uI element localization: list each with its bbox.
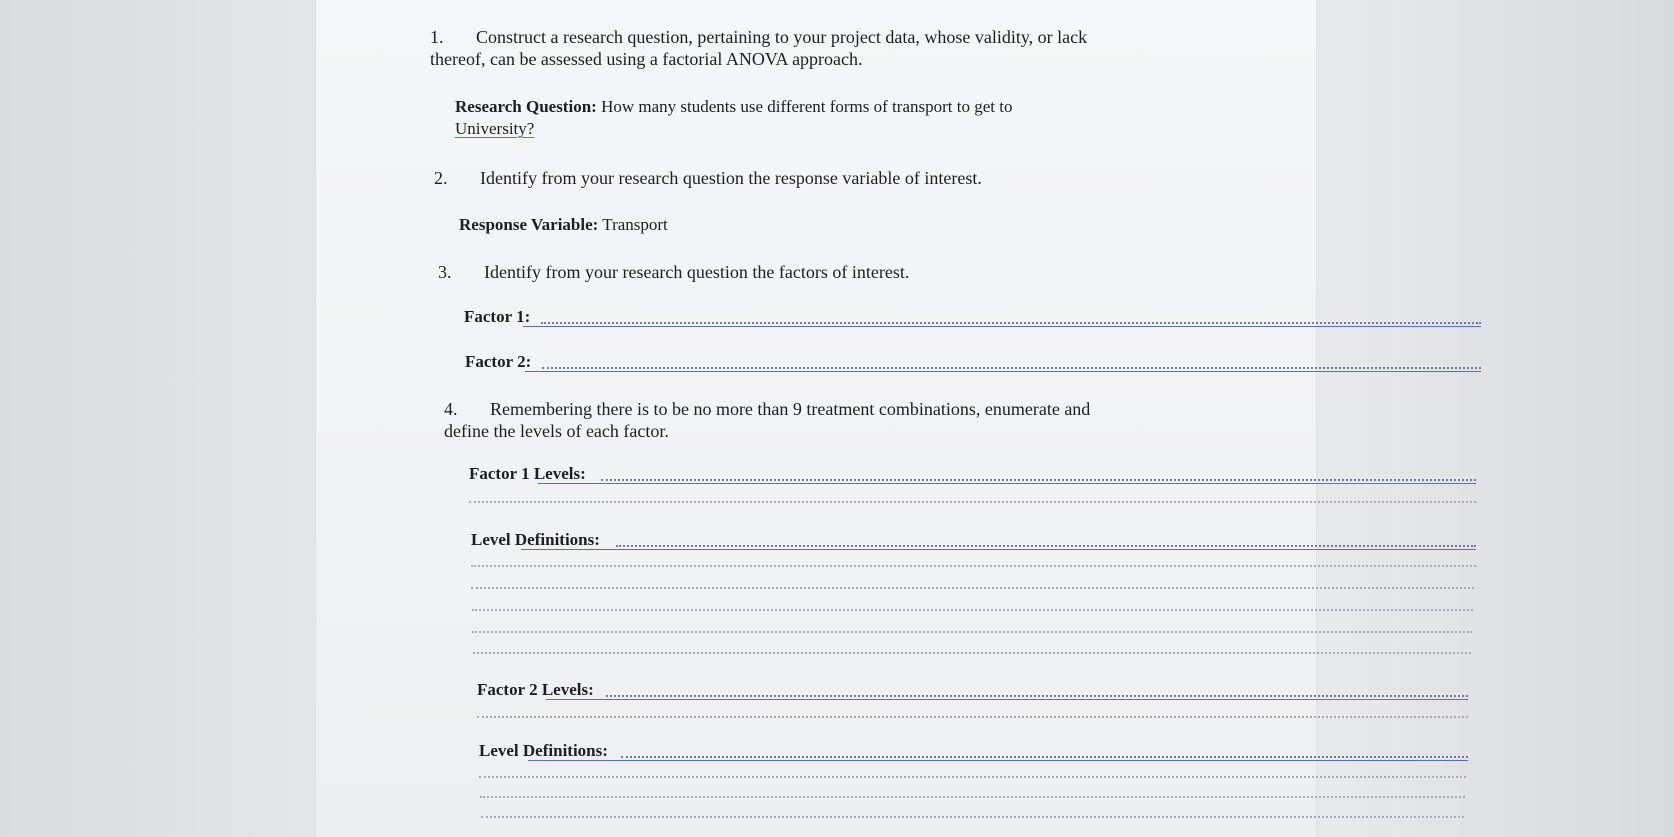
question-4-number: 4. [444,399,458,419]
factor-1-levels-label: Factor 1 Levels: [469,464,586,483]
question-2-text: Identify from your research question the response variable of interest. [480,168,982,188]
factor-2-answer-underline [525,371,1481,372]
question-3-number: 3. [438,262,452,282]
question-4-text-line2: define the levels of each factor. [444,421,669,441]
question-4 [444,398,1090,420]
research-question-label: Research Question: [455,97,597,116]
level-definitions-1-label: Level Definitions: [471,530,600,549]
question-2 [434,167,982,189]
question-1-text-line1: Construct a research question, pertaining to your project data, whose validity, or lack [476,27,1088,47]
research-question-text-line2: University? [455,119,535,138]
question-4-text-line1: Remembering there is to be no more than 9 treatment combinations, enumerate and [490,399,1091,419]
question-1 [430,26,1087,48]
factor-1-label: Factor 1: [464,307,531,326]
research-question-text: How many students use different forms of transport to get to [601,97,1013,116]
factor-2-levels-extra-line[interactable] [477,716,1468,718]
level-definitions-2-line-4[interactable] [481,816,1464,818]
level-definitions-1-answer-line[interactable] [616,545,1476,547]
response-variable-label: Response Variable: [459,215,599,234]
factor-2-levels-label: Factor 2 Levels: [477,680,594,699]
level-definitions-2-label: Level Definitions: [479,741,608,760]
research-question-answer [455,97,1012,117]
level-definitions-1-underline [521,549,1476,550]
response-variable-answer [459,215,668,235]
level-definitions-2-line-2[interactable] [479,776,1466,778]
question-3 [438,261,909,283]
factor-1-levels-extra-line[interactable] [469,501,1476,503]
factor-1-levels-underline [538,483,1476,484]
level-definitions-1-line-4[interactable] [472,609,1473,611]
factor-1-answer-underline [523,326,1481,327]
factor-1-answer-line[interactable] [541,322,1481,324]
level-definitions-1-line-2[interactable] [471,565,1476,567]
factor-2-answer-line[interactable] [542,367,1481,369]
level-definitions-2-answer-line[interactable] [621,756,1468,758]
level-definitions-1-line-5[interactable] [472,631,1472,633]
question-2-number: 2. [434,168,448,188]
response-variable-text: Transport [602,215,668,234]
factor-2-levels-underline [546,699,1468,700]
factor-2-levels-answer-line[interactable] [606,695,1468,697]
level-definitions-1-line-6[interactable] [473,652,1471,654]
level-definitions-2-line-3[interactable] [480,796,1465,798]
document-page [316,0,1316,837]
question-3-text: Identify from your research question the factors of interest. [484,262,910,282]
factor-1-levels-answer-line[interactable] [601,479,1476,481]
factor-2-label: Factor 2: [465,352,532,371]
question-1-text-line2: thereof, can be assessed using a factorial ANOVA approach. [430,49,863,69]
question-1-number: 1. [430,27,444,47]
level-definitions-1-line-3[interactable] [471,587,1474,589]
level-definitions-2-underline [528,760,1468,761]
